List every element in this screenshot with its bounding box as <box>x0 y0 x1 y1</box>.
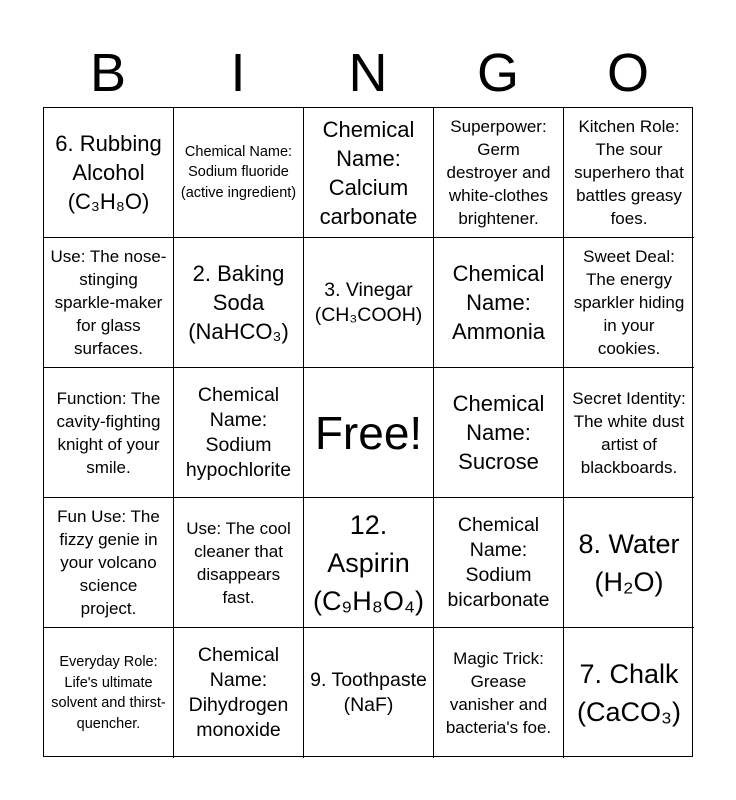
bingo-cell <box>564 368 694 498</box>
bingo-cell <box>434 628 564 758</box>
bingo-cell <box>434 368 564 498</box>
cell-text: Chemical Name: Sodium hypochlorite <box>185 383 292 481</box>
cell-text: 8. Water (H₂O) <box>578 528 680 597</box>
bingo-cell <box>44 368 174 498</box>
cell-text: Secret Identity: The white dust artist of blackboards. <box>572 388 686 477</box>
bingo-cell <box>564 498 694 628</box>
bingo-cell <box>174 108 304 238</box>
cell-text: Chemical Name: Calcium carbonate <box>319 116 418 229</box>
header-letter-o: O <box>606 43 649 103</box>
cell-text: Chemical Name: Dihydrogen monoxide <box>188 644 289 741</box>
cell-text: Fun Use: The fizzy genie in your volcano science project. <box>57 507 160 618</box>
bingo-cell <box>174 628 304 758</box>
bingo-cell <box>174 238 304 368</box>
cell-text: Use: The nose-stinging sparkle-maker for glass surfaces. <box>50 247 167 358</box>
bingo-header <box>43 40 693 106</box>
cell-text: Chemical Name: Sodium bicarbonate <box>447 513 550 611</box>
bingo-cell <box>304 628 434 758</box>
header-letter-g: G <box>476 43 519 103</box>
bingo-cell <box>304 498 434 628</box>
bingo-cell <box>44 108 174 238</box>
cell-text: Magic Trick: Grease vanisher and bacteria's foe. <box>445 649 552 737</box>
cell-text: 9. Toothpaste (NaF) <box>310 669 427 716</box>
cell-text: Everyday Role: Life's ultimate solvent and thirst-quencher. <box>51 654 166 732</box>
cell-text: Function: The cavity-fighting knight of your smile. <box>56 388 161 477</box>
cell-text: 6. Rubbing Alcohol (C₃H₈O) <box>55 131 162 214</box>
cell-text: Chemical Name: Sucrose <box>452 391 545 474</box>
cell-text: Chemical Name: Ammonia <box>452 261 545 344</box>
free-space-text: Free! <box>314 406 423 459</box>
header-letter-b: B <box>89 43 127 103</box>
cell-text: 2. Baking Soda (NaHCO₃) <box>188 261 289 344</box>
free-space-cell <box>304 368 434 498</box>
cell-text: Sweet Deal: The energy sparkler hiding in your cookies. <box>573 247 685 358</box>
bingo-cell <box>44 628 174 758</box>
bingo-cell <box>564 628 694 758</box>
bingo-cell <box>434 108 564 238</box>
header-letter-n: N <box>348 43 388 103</box>
cell-text: 12. Aspirin (C₉H₈O₄) <box>313 509 424 616</box>
bingo-cell <box>44 238 174 368</box>
bingo-cell <box>44 498 174 628</box>
bingo-cell <box>304 108 434 238</box>
bingo-card-grid <box>43 107 693 757</box>
cell-text: 7. Chalk (CaCO₃) <box>577 659 681 727</box>
bingo-cell <box>434 238 564 368</box>
cell-text: Kitchen Role: The sour superhero that battles greasy foes. <box>574 117 684 228</box>
bingo-cell <box>304 238 434 368</box>
cell-text: Superpower: Germ destroyer and white-clothes brightener. <box>446 117 551 228</box>
cell-text: Use: The cool cleaner that disappears fast. <box>186 518 291 607</box>
cell-text: Chemical Name: Sodium fluoride (active ingredient) <box>180 143 297 201</box>
bingo-cell <box>564 238 694 368</box>
bingo-cell <box>564 108 694 238</box>
cell-text: 3. Vinegar (CH₃COOH) <box>314 278 423 326</box>
bingo-cell <box>174 368 304 498</box>
bingo-cell <box>434 498 564 628</box>
header-letter-i: I <box>230 43 246 103</box>
bingo-cell <box>174 498 304 628</box>
